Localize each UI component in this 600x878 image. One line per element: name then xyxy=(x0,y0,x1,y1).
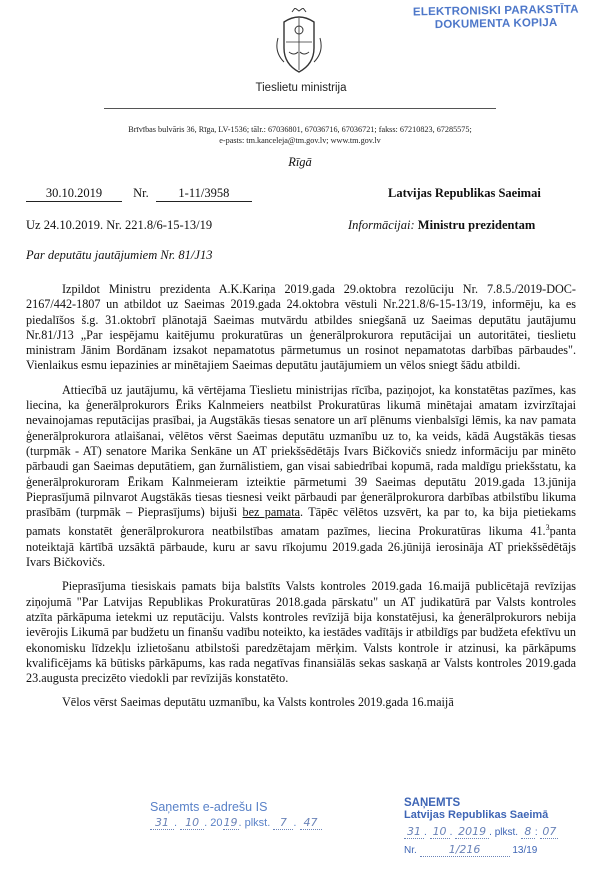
info-line xyxy=(348,218,535,233)
e-signature-line1: ELEKTRONISKI PARAKSTĪTA xyxy=(412,3,579,19)
stamp-right-month: 10 xyxy=(430,825,450,839)
header-divider xyxy=(104,108,496,109)
paragraph-2-superscript: 3 xyxy=(545,523,550,533)
stamp-left-year-prefix: 20 xyxy=(210,817,223,829)
stamp-left-plkst-label: plkst. xyxy=(244,817,271,829)
stamp-right-day: 31 xyxy=(404,825,424,839)
stamp-left-month: 10 xyxy=(180,816,204,830)
paragraph-2 xyxy=(26,383,576,571)
paragraph-2-part-b: . Tāpēc vēlētos uzsvērt, ka par to, ka bija pietiekams pamats konstatēt ģenerālprokurora neatbilstības amatam pazīmes, liecina Prokuratūras likuma 41. xyxy=(26,505,576,539)
stamp-left-date-row: 31 . 10 . 2019. plkst. 7 . 47 xyxy=(150,816,380,830)
info-recipient: Ministru prezidentam xyxy=(417,218,536,232)
addressee: Latvijas Republikas Saeimai xyxy=(388,186,541,200)
reference-line: Uz 24.10.2019. Nr. 221.8/6-15-13/19 xyxy=(26,218,213,232)
document-number: 1-11/3958 xyxy=(156,186,252,202)
stamp-left-day: 31 xyxy=(150,816,174,830)
contact-info xyxy=(40,124,560,146)
nr-label: Nr. xyxy=(133,186,149,200)
stamp-left-hour: 7 xyxy=(273,816,293,830)
stamp-right-number: 1/216 xyxy=(420,843,510,857)
coat-of-arms-emblem xyxy=(274,8,324,76)
stamp-right-org: Latvijas Republikas Saeimā xyxy=(404,809,549,821)
stamp-right-date-row: 31 . 10 . 2019 . plkst. 8 : 07 xyxy=(404,825,594,839)
stamp-left-year-suffix: 19 xyxy=(223,816,238,829)
paragraph-1: Izpildot Ministru prezidenta A.K.Kariņa 2019.gada 29.oktobra rezolūciju Nr. 7.8.5./2019-DOC-2167/442-1807 un atbildot uz Saeimas 2019.gada 24.oktobra vēstuli Nr.221.8/6-15-13/19, informēju, ka es piedalīšos š.g. 31.oktobrī plānotajā Saeimas mutvārdu atbildes sniegšanā uz Saeimas deputātu jautājumu Nr.81/J13 „Par iespējamu kaitējumu prokuratūras un ģenerālprokurora reputācijai un autoritātei, tieslietu ministram Jānim Bordānam izsakot nepamatotus pārmetumus un rosinot nepamatotas darbības pārbaudes". Vienlaikus esmu iepazinies ar minētajiem Saeimas deputātu jautājumiem un vēlos sniegt šādu atbildi. xyxy=(26,282,576,373)
received-saeima-stamp xyxy=(404,797,594,857)
stamp-left-minute: 47 xyxy=(300,816,322,830)
document-date: 30.10.2019 xyxy=(26,186,122,202)
received-eaddress-stamp xyxy=(150,800,380,830)
paragraph-4: Vēlos vērst Saeimas deputātu uzmanību, ka Valsts kontroles 2019.gada 16.maijā xyxy=(62,695,454,710)
stamp-right-title: SAŅEMTS xyxy=(404,797,461,809)
document-subject: Par deputātu jautājumiem Nr. 81/J13 xyxy=(26,248,213,262)
stamp-right-suffix: 13/19 xyxy=(512,845,538,856)
ministry-name: Tieslietu ministrija xyxy=(255,82,347,94)
paragraph-2-part-a: Attiecībā uz jautājumu, kā vērtējama Tieslietu ministrijas rīcība, paziņojot, ka konstatētas pazīmes, kas liecina, ka ģenerālprokurors Ēriks Kalnmeiers neatbilst Prokuratūras likumā minētajai amatam izvirzītajai nevainojamas reputācijas prasībai, ja Augstākās tiesas senatore un arī plēnums vienbalsīgi lēmis, ka nav pamata ģenerālprokurora atlaišanai, vēlētos vērst Saeimas deputātu uzmanību uz to, ka veids, kādā Augstākās tiesas (turpmāk - AT) senatore Marika Senkāne un AT priekšsēdētājs Ivars Bičkovičs sniedz informāciju par minēto pārbaudi gan Saeimas deputātiem, gan žurnālistiem, gan visai sabiedrībai kopumā, rada maldīgu priekšstatu, ka ģenerālprokuroram Ērikam Kalnmeieram izteiktie pārmetumi 39 Saeimas deputātu 2019.gada 13.jūnija Pieprasījumā pilnvarot Augstākās tiesas tiesnesi veikt pārbaudi par ģenerālprokurora darbības atbilstību likuma prasībām (turpmāk – Pieprasījums) bijuši xyxy=(26,382,576,520)
info-label: Informācijai: xyxy=(348,218,415,232)
stamp-left-title: Saņemts e-adrešu IS xyxy=(150,800,268,814)
contact-line-1: Brīvības bulvāris 36, Rīga, LV-1536; tālr.: 67036801, 67036716, 67036721; fakss: 67210823, 67285575; xyxy=(128,125,472,134)
stamp-right-hour: 8 xyxy=(521,825,535,839)
letter-body xyxy=(26,282,576,720)
stamp-right-number-row xyxy=(404,843,594,857)
e-signature-stamp xyxy=(402,3,590,32)
stamp-right-plkst-label: plkst. xyxy=(494,827,519,838)
e-signature-line2: DOKUMENTA KOPIJA xyxy=(434,16,558,32)
registration-line xyxy=(26,186,252,202)
stamp-right-nr-label: Nr. xyxy=(404,845,417,856)
stamp-right-year: 2019 xyxy=(455,825,489,839)
paragraph-2-underlined: bez pamata xyxy=(242,505,300,520)
city: Rīgā xyxy=(288,155,312,169)
stamp-right-minute: 07 xyxy=(542,825,557,838)
paragraph-3: Pieprasījuma tiesiskais pamats bija balstīts Valsts kontroles 2019.gada 16.maijā publicētajā revīzijas ziņojumā "Par Latvijas Republikas Prokuratūras 2018.gada pārskatu" un AT judikatūrā par Valsts kontroles atzīta pārkāpuma ietekmi uz reputāciju. Valsts kontroles revīzijā bija konstatējusi, ka ģenerālprokurors nebija ievērojis Likumā par budžetu un finanšu vadību noteikto, ka iestādes vadītājs ir atbildīgs par budžeta efektīvu un ekonomisku līdzekļu izlietošanu atbilstoši paredzētajam mērķim. Valsts kontrole ir atzinusi, ka pārkāpums kvalificējams kā būtisks pārkāpums, kas rada negatīvas finansiālās sekas saskaņā ar Valsts kontroles 2019.gada 23.augusta precizēto viedokli par revīzijās konstatēto. xyxy=(26,579,576,686)
contact-line-2: e-pasts: tm.kanceleja@tm.gov.lv; www.tm.gov.lv xyxy=(219,136,381,145)
paragraph-2-part-c: panta noteiktajā kārtībā uzsāktā pārbaude, kuru ar savu rīkojumu 2019.gada 26.jūnijā ierosināja AT priekšsēdētājs Ivars Bičkovičs. xyxy=(26,524,576,570)
